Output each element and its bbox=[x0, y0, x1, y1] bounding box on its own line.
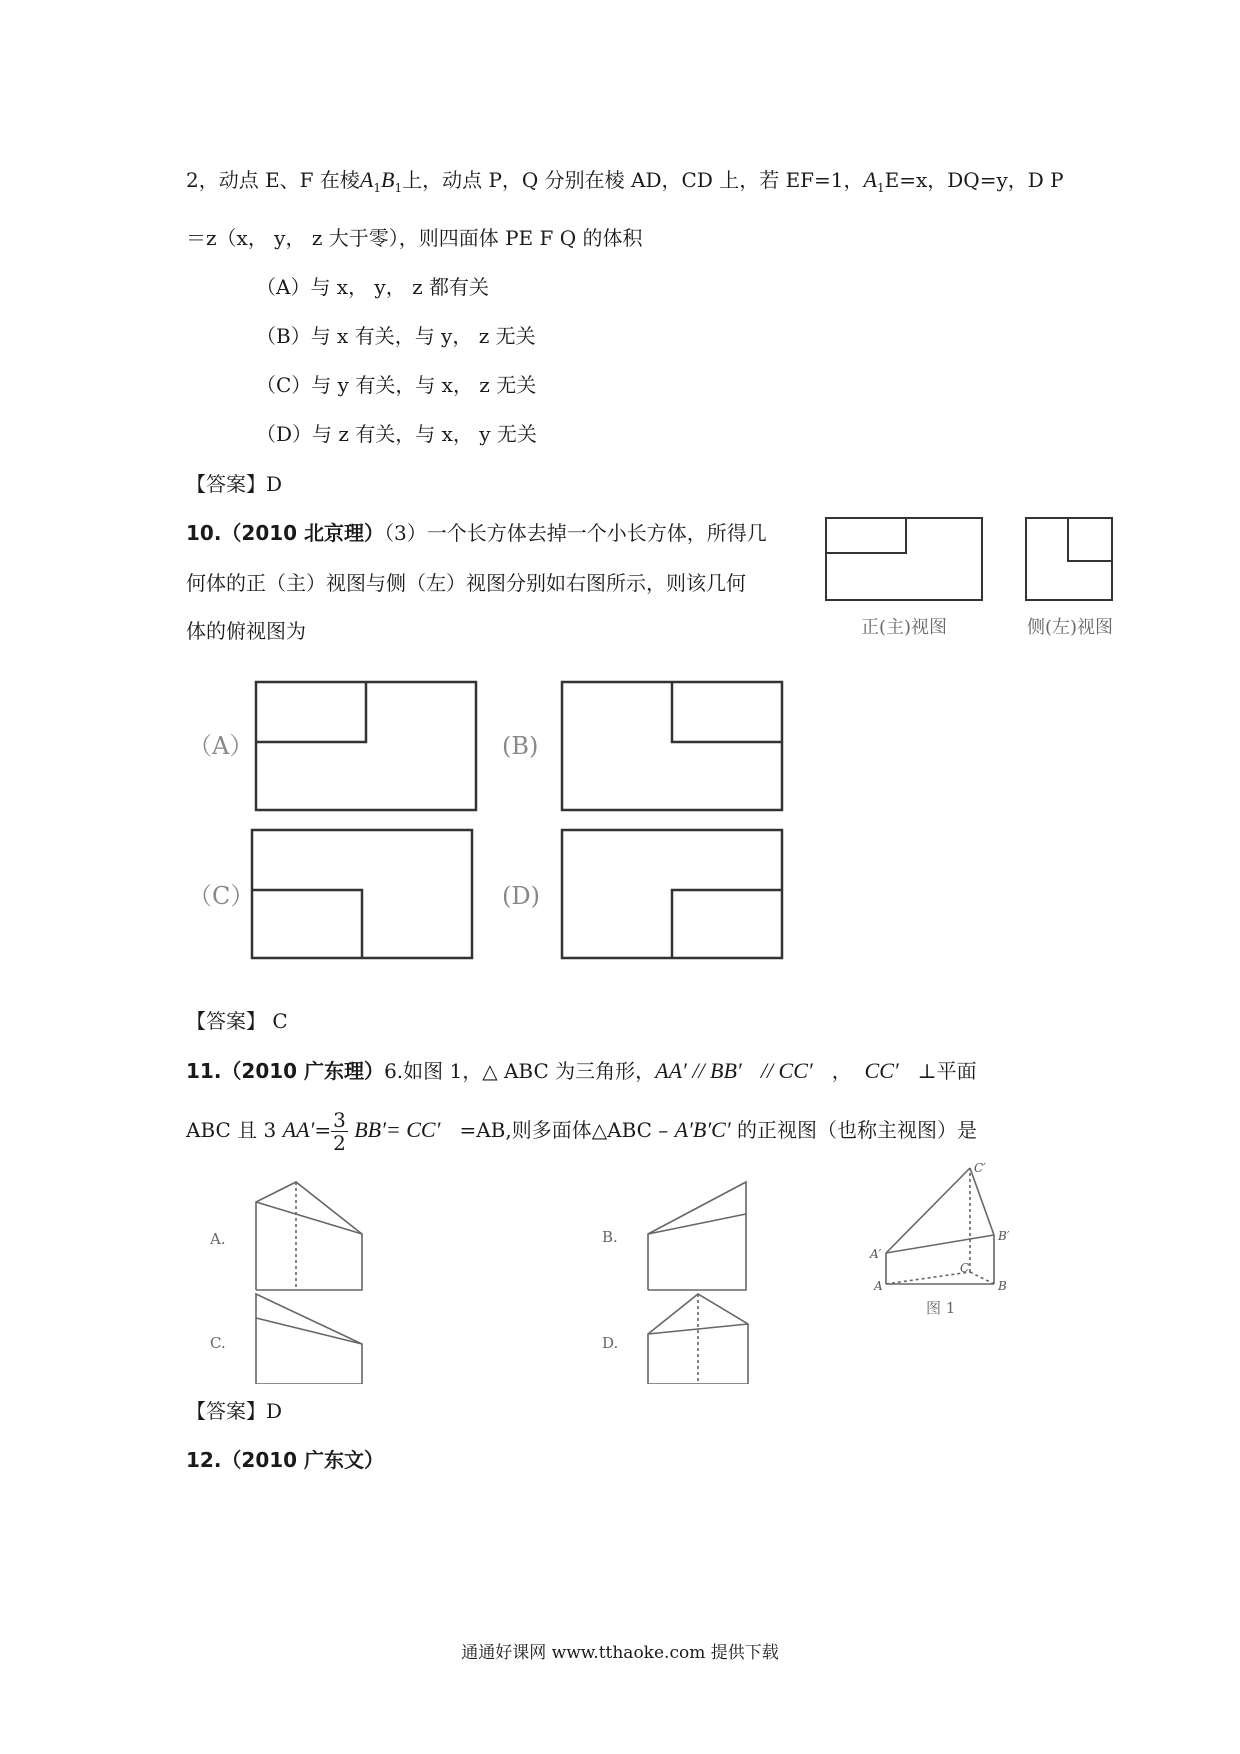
q11-line2: ABC 且 3 AA′= $\frac{3}{2}$ BB′= CC′ =AB,则多面体△ABC – A′B′C′ 的正视图（也称主视图）是 bbox=[186, 1108, 978, 1155]
choice-d-shape bbox=[562, 830, 782, 958]
q9-option-d: （D）与 z 有关，与 x， y 无关 bbox=[256, 422, 537, 446]
q11-line1: 11.（2010 广东理）6.如图 1，△ ABC 为三角形，AA′ // BB′ // CC′ ， CC′ ⊥平面 bbox=[186, 1058, 977, 1083]
option-a-label: A. bbox=[210, 1230, 226, 1248]
q12-heading: 12.（2010 广东文） bbox=[186, 1448, 385, 1472]
q10-choices-figure bbox=[186, 668, 806, 968]
q9-line1: 2，动点 E、F 在棱$A_1B_1$上，动点 P，Q 分别在棱 AD，CD 上，若 EF=1，$A_1E=x$，DQ=y，D P bbox=[186, 167, 1064, 195]
q10-three-view-figure bbox=[822, 508, 1132, 648]
q9-answer: 【答案】D bbox=[186, 472, 283, 496]
side-view-label: 侧(左)视图 bbox=[1026, 617, 1114, 638]
figure-1-caption: 图 1 bbox=[926, 1299, 956, 1317]
vertex-b: B bbox=[998, 1279, 1007, 1293]
side-view bbox=[1026, 518, 1112, 600]
option-b-label: B. bbox=[602, 1228, 618, 1246]
option-a-shape bbox=[256, 1182, 362, 1290]
vertex-c: C bbox=[960, 1261, 970, 1275]
vertex-a: A bbox=[874, 1279, 883, 1293]
option-d-label: D. bbox=[602, 1334, 619, 1352]
q11-figure-1 bbox=[864, 1160, 1024, 1320]
front-view-label: 正(主)视图 bbox=[860, 617, 948, 638]
option-d-shape bbox=[648, 1294, 748, 1384]
page-footer: 通通好课网 www.tthaoke.com 提供下载 bbox=[461, 1643, 779, 1663]
q10-answer: 【答案】 C bbox=[186, 1009, 288, 1033]
choice-a-label: （A） bbox=[188, 732, 254, 760]
fraction: $\frac{3}{2}$ bbox=[333, 1108, 346, 1155]
option-c-shape bbox=[256, 1294, 362, 1384]
option-c-label: C. bbox=[210, 1334, 226, 1352]
front-view bbox=[826, 518, 982, 600]
q9-option-a: （A）与 x， y， z 都有关 bbox=[256, 275, 489, 299]
q9-option-c: （C）与 y 有关，与 x， z 无关 bbox=[256, 373, 537, 397]
q9-line2: ＝z（x， y， z 大于零），则四面体 PE F Q 的体积 bbox=[186, 226, 643, 250]
q9-option-b: （B）与 x 有关，与 y， z 无关 bbox=[256, 324, 536, 348]
vertex-a-prime: A′ bbox=[870, 1247, 882, 1261]
vertex-c-prime: C′ bbox=[974, 1161, 986, 1175]
choice-c-shape bbox=[252, 830, 472, 958]
q11-options-figure bbox=[186, 1172, 776, 1384]
choice-b-label: (B) bbox=[502, 732, 539, 760]
q10-line3: 体的俯视图为 bbox=[186, 619, 306, 643]
choice-a-shape bbox=[256, 682, 476, 810]
vertex-b-prime: B′ bbox=[998, 1229, 1010, 1243]
choice-c-label: （C） bbox=[188, 882, 255, 910]
q10-line1: 10.（2010 北京理）（3）一个长方体去掉一个小长方体，所得几 bbox=[186, 521, 767, 545]
choice-b-shape bbox=[562, 682, 782, 810]
choice-d-label: (D) bbox=[502, 882, 540, 910]
option-b-shape bbox=[648, 1182, 746, 1290]
q11-answer: 【答案】D bbox=[186, 1399, 283, 1423]
q10-line2: 何体的正（主）视图与侧（左）视图分别如右图所示，则该几何 bbox=[186, 571, 746, 595]
